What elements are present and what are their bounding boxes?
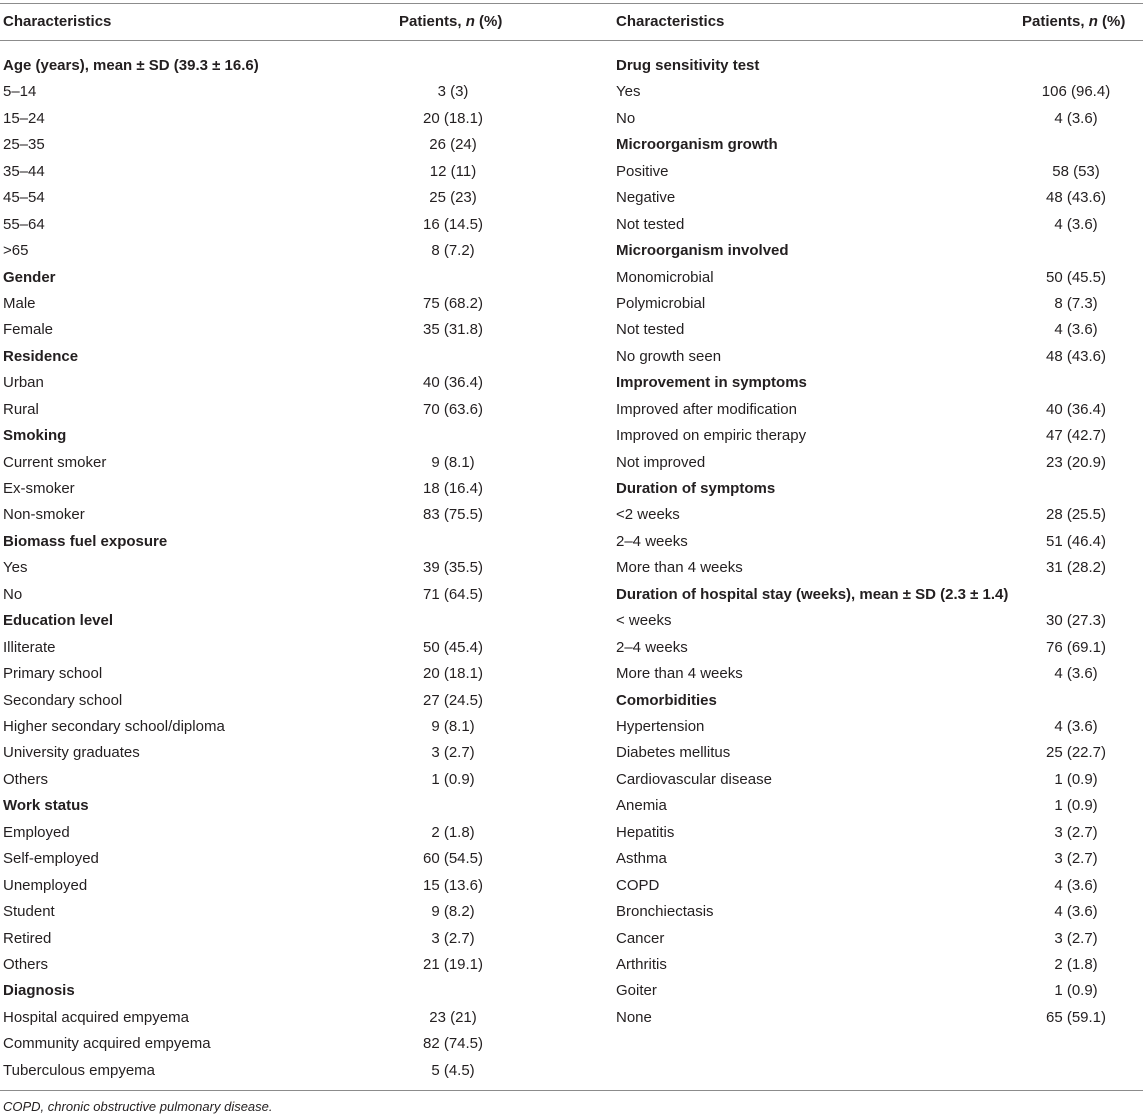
row-value: 48 (43.6) <box>1045 347 1107 365</box>
row-value: 4 (3.6) <box>1054 321 1098 339</box>
row-value: 2 (1.8) <box>1054 955 1098 973</box>
row-value: 20 (18.1) <box>422 665 484 683</box>
row-label: 2–4 weeks <box>616 638 688 656</box>
table-header-rule <box>0 40 1143 41</box>
row-label: <2 weeks <box>616 506 680 524</box>
table-row <box>0 291 1143 317</box>
row-value: 106 (96.4) <box>1041 83 1111 101</box>
row-label: Employed <box>3 823 70 841</box>
row-value: 16 (14.5) <box>422 215 484 233</box>
row-label: COPD <box>616 876 660 894</box>
row-value: 83 (75.5) <box>422 506 484 524</box>
row-value: 4 (3.6) <box>1054 876 1098 894</box>
section-heading-label: Diagnosis <box>3 982 75 1000</box>
row-label: Higher secondary school/diploma <box>3 718 225 735</box>
table-row <box>0 265 1143 291</box>
left-characteristics-header: Characteristics <box>3 13 112 30</box>
row-value: 1 (0.9) <box>1054 770 1098 788</box>
row-label: >65 <box>3 242 29 260</box>
row-label: 55–64 <box>3 215 45 233</box>
row-value: 26 (24) <box>429 136 477 154</box>
row-value: 9 (8.2) <box>431 903 475 921</box>
row-label: Diabetes mellitus <box>616 744 731 762</box>
row-label: Rural <box>3 400 39 418</box>
row-value: 25 (23) <box>429 189 477 207</box>
table-row <box>0 714 1143 740</box>
row-value: 70 (63.6) <box>422 400 484 418</box>
row-label: 5–14 <box>3 83 37 101</box>
row-value: 51 (46.4) <box>1045 532 1107 550</box>
section-heading-label: Residence <box>3 347 79 365</box>
row-label: Tuberculous empyema <box>3 1061 156 1079</box>
section-heading-row <box>0 53 1143 79</box>
row-value: 4 (3.6) <box>1054 665 1098 683</box>
row-label: No <box>3 585 23 603</box>
row-label: Bronchiectasis <box>616 903 714 921</box>
row-label: Asthma <box>616 850 667 868</box>
row-value: 4 (3.6) <box>1054 903 1098 921</box>
row-value: 3 (2.7) <box>431 929 475 947</box>
row-label: Not improved <box>616 453 706 471</box>
row-value: 71 (64.5) <box>422 585 484 603</box>
table-row <box>0 926 1143 952</box>
table-row <box>0 767 1143 793</box>
row-label: Not tested <box>616 321 685 339</box>
row-label: Secondary school <box>3 691 123 709</box>
row-value: 4 (3.6) <box>1054 215 1098 233</box>
right-characteristics-header: Characteristics <box>616 13 725 30</box>
row-label: 2–4 weeks <box>616 532 688 550</box>
section-heading-label: Smoking <box>3 427 67 445</box>
row-label: Cancer <box>616 929 665 947</box>
row-value: 48 (43.6) <box>1045 189 1107 207</box>
table-row <box>0 873 1143 899</box>
row-value: 25 (22.7) <box>1045 744 1107 762</box>
section-heading-label: Age (years), mean ± SD (39.3 ± 16.6) <box>3 57 259 74</box>
section-heading-label: Drug sensitivity test <box>616 57 760 74</box>
row-label: Ex-smoker <box>3 480 75 498</box>
row-value: 60 (54.5) <box>422 850 484 868</box>
row-value: 50 (45.4) <box>422 638 484 656</box>
row-value: 3 (2.7) <box>1054 823 1098 841</box>
row-value: 5 (4.5) <box>431 1061 475 1079</box>
row-value: 15 (13.6) <box>422 876 484 894</box>
row-label: 25–35 <box>3 136 45 154</box>
section-heading-label: Duration of hospital stay (weeks), mean ± SD (2.3 ± 1.4) <box>616 585 1009 603</box>
row-value: 82 (74.5) <box>422 1035 484 1053</box>
section-heading-label: Microorganism involved <box>616 242 789 260</box>
row-label: Not tested <box>616 215 685 233</box>
table-bottom-rule <box>0 1090 1143 1091</box>
row-label: Illiterate <box>3 638 56 656</box>
section-heading-row <box>0 582 1143 608</box>
table-row <box>0 502 1143 528</box>
row-label: Self-employed <box>3 850 99 868</box>
row-label: Female <box>3 321 54 339</box>
row-value: 2 (1.8) <box>431 823 475 841</box>
row-value: 47 (42.7) <box>1045 427 1107 445</box>
section-heading-row <box>0 370 1143 396</box>
table-row <box>0 635 1143 661</box>
row-label: More than 4 weeks <box>616 665 743 683</box>
row-label: Improved on empiric therapy <box>616 427 807 445</box>
row-value: 27 (24.5) <box>422 691 484 709</box>
row-label: Hepatitis <box>616 823 675 841</box>
table-row <box>0 397 1143 423</box>
row-value: 30 (27.3) <box>1045 612 1107 630</box>
row-label: University graduates <box>3 744 140 762</box>
row-value: 9 (8.1) <box>431 453 475 471</box>
row-value: 1 (0.9) <box>431 770 475 788</box>
row-label: None <box>616 1008 652 1026</box>
row-value: 76 (69.1) <box>1045 638 1107 656</box>
table-row <box>0 952 1143 978</box>
table-row <box>0 529 1143 555</box>
row-label: 15–24 <box>3 109 45 127</box>
table-footnote: COPD, chronic obstructive pulmonary disease. <box>3 1099 273 1114</box>
row-value: 8 (7.2) <box>431 242 475 260</box>
row-label: Monomicrobial <box>616 268 714 286</box>
table-row <box>0 106 1143 132</box>
row-value: 39 (35.5) <box>422 559 484 577</box>
section-heading-label: Gender <box>3 268 56 286</box>
row-value: 31 (28.2) <box>1045 559 1107 577</box>
section-heading-label: Work status <box>3 797 89 815</box>
row-value: 58 (53) <box>1052 162 1100 180</box>
table-row <box>0 185 1143 211</box>
row-label: Anemia <box>616 797 667 815</box>
row-label: Improved after modification <box>616 400 797 418</box>
row-value: 40 (36.4) <box>422 374 484 392</box>
right-patients-header: Patients, n (%) <box>1022 13 1126 30</box>
section-heading-label: Biomass fuel exposure <box>3 532 168 550</box>
section-heading-label: Microorganism growth <box>616 136 778 154</box>
row-value: 40 (36.4) <box>1045 400 1107 418</box>
table-row <box>0 317 1143 343</box>
row-value: 20 (18.1) <box>422 109 484 127</box>
section-heading-row <box>0 132 1143 158</box>
row-label: Urban <box>3 374 44 392</box>
section-heading-label: Improvement in symptoms <box>616 374 807 392</box>
row-value: 3 (2.7) <box>431 744 475 762</box>
row-value: 3 (2.7) <box>1054 850 1098 868</box>
section-heading-row <box>0 238 1143 264</box>
table-row <box>0 344 1143 370</box>
table-row <box>0 1005 1143 1031</box>
row-label: Yes <box>616 83 641 101</box>
row-value: 28 (25.5) <box>1045 506 1107 524</box>
row-value: 65 (59.1) <box>1045 1008 1107 1026</box>
section-heading-row <box>0 688 1143 714</box>
row-label: Male <box>3 294 36 312</box>
row-label: Non-smoker <box>3 506 85 524</box>
row-label: Others <box>3 955 49 973</box>
row-label: Yes <box>3 559 28 577</box>
row-value: 75 (68.2) <box>422 294 484 312</box>
row-label: Hospital acquired empyema <box>3 1008 189 1026</box>
section-heading-label: Education level <box>3 612 114 630</box>
table-row <box>0 793 1143 819</box>
row-value: 23 (21) <box>429 1008 477 1026</box>
row-label: No <box>616 109 636 127</box>
row-label: Goiter <box>616 982 657 1000</box>
table-row <box>0 555 1143 581</box>
row-label: Retired <box>3 929 52 947</box>
table-row <box>0 608 1143 634</box>
row-value: 50 (45.5) <box>1045 268 1107 286</box>
row-label: Hypertension <box>616 718 705 735</box>
row-value: 18 (16.4) <box>422 480 484 498</box>
row-value: 1 (0.9) <box>1054 797 1098 815</box>
row-value: 3 (3) <box>437 83 469 101</box>
row-value: 23 (20.9) <box>1045 453 1107 471</box>
table-row <box>0 450 1143 476</box>
section-heading-label: Comorbidities <box>616 691 717 709</box>
table-row <box>0 978 1143 1004</box>
row-label: Positive <box>616 162 669 180</box>
row-label: Negative <box>616 189 676 207</box>
table-top-rule <box>0 3 1143 4</box>
row-label: Others <box>3 770 49 788</box>
row-label: Cardiovascular disease <box>616 770 772 788</box>
row-label: Polymicrobial <box>616 294 706 312</box>
table-row <box>0 820 1143 846</box>
row-label: More than 4 weeks <box>616 559 743 577</box>
table-row <box>0 423 1143 449</box>
row-value: 4 (3.6) <box>1054 109 1098 127</box>
row-label: Unemployed <box>3 876 88 894</box>
row-value: 1 (0.9) <box>1054 982 1098 1000</box>
row-label: No growth seen <box>616 347 722 365</box>
row-value: 21 (19.1) <box>422 955 484 973</box>
row-label: Current smoker <box>3 453 107 471</box>
section-heading-row <box>0 476 1143 502</box>
table-row <box>0 661 1143 687</box>
row-label: Community acquired empyema <box>3 1035 211 1053</box>
row-value: 8 (7.3) <box>1054 294 1098 312</box>
table-row <box>0 159 1143 185</box>
row-value: 12 (11) <box>429 162 477 180</box>
row-label: 35–44 <box>3 162 45 180</box>
row-label: Student <box>3 903 55 921</box>
row-value: 4 (3.6) <box>1054 718 1098 735</box>
table-row <box>0 846 1143 872</box>
table-row <box>0 212 1143 238</box>
row-label: 45–54 <box>3 189 45 207</box>
row-label: < weeks <box>616 612 672 630</box>
table-row <box>0 899 1143 925</box>
table-row <box>0 1058 1143 1084</box>
left-patients-header: Patients, n (%) <box>399 13 503 30</box>
table-row <box>0 1031 1143 1057</box>
row-value: 3 (2.7) <box>1054 929 1098 947</box>
section-heading-label: Duration of symptoms <box>616 480 776 498</box>
row-label: Arthritis <box>616 955 667 973</box>
row-label: Primary school <box>3 665 103 683</box>
row-value: 35 (31.8) <box>422 321 484 339</box>
table-row <box>0 740 1143 766</box>
table-row <box>0 79 1143 105</box>
row-value: 9 (8.1) <box>431 718 475 735</box>
